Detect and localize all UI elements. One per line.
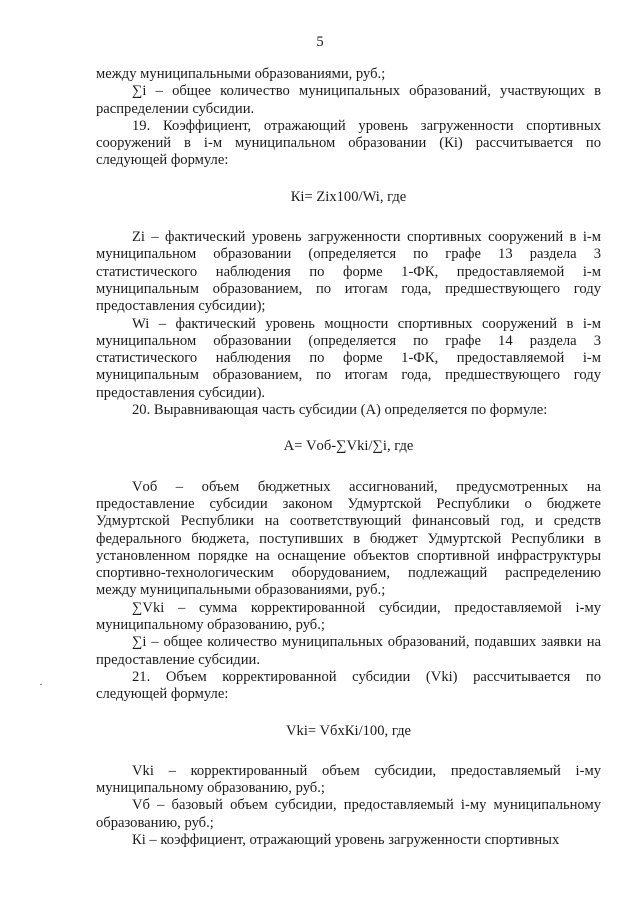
- paragraph: между муниципальными образованиями, руб.;: [96, 66, 386, 82]
- paragraph: 20. Выравнивающая часть субсидии (А) определяется по формуле:: [132, 402, 548, 419]
- paragraph: Кi – коэффициент, отражающий уровень загруженности спортивных: [132, 831, 560, 848]
- paragraph: Vб – базовый объем субсидии, предоставляемый i-му муниципальному образованию, руб.;: [96, 797, 601, 831]
- page-number: 5: [316, 34, 324, 50]
- paragraph: Vоб – объем бюджетных ассигнований, предусмотренных на предоставление субсидии законом Удмуртской Республики о бюджете Удмуртской Республики на соответствующий финансовый год, и средств федерального бюджета, поступивших в бюджет Удмуртской Республики в установленном порядке на оснащение объектов спортивной инфраструктуры спортивно-технологическим оборудованием, подлежащий распределению между муниципальными образованиями, руб.;: [96, 478, 601, 599]
- margin-mark: [40, 684, 42, 685]
- formula: А= Vоб-∑Vki/∑i, где: [283, 438, 414, 455]
- paragraph: Wi – фактический уровень мощности спортивных сооружений в i-м муниципальном образовании (определяется по графе 14 раздела 3 статистического наблюдения по форме 1-ФК, предоставляемой i-м муниципальным образованием, по итогам года, предшествующего году предоставления субсидии).: [96, 315, 601, 401]
- paragraph: 21. Объем корректированной субсидии (Vki) рассчитывается по следующей формуле:: [96, 668, 601, 703]
- formula: Vki= VбxКi/100, где: [286, 722, 411, 739]
- paragraph: ∑i – общее количество муниципальных образований, подавших заявки на предоставление субсидии.: [96, 634, 601, 668]
- document-body: [96, 66, 601, 849]
- paragraph: ∑Vki – сумма корректированной субсидии, предоставляемой i-му муниципальному образованию, руб.;: [96, 599, 601, 634]
- paragraph: Vki – корректированный объем субсидии, предоставляемый i-му муниципальному образованию, руб.;: [96, 762, 601, 797]
- paragraph: ∑i – общее количество муниципальных образований, участвующих в распределении субсидии.: [96, 83, 601, 117]
- paragraph: 19. Коэффициент, отражающий уровень загруженности спортивных сооружений в i-м муниципальном образовании (Кi) рассчитывается по следующей формуле:: [96, 117, 601, 169]
- paragraph: Zi – фактический уровень загруженности спортивных сооружений в i-м муниципальном образовании (определяется по графе 13 раздела 3 статистического наблюдения по форме 1-ФК, предоставляемой i-м муниципальным образованием, по итогам года, предшествующего году предоставления субсидии);: [96, 229, 601, 315]
- formula: Кi= Zix100/Wi, где: [290, 188, 407, 205]
